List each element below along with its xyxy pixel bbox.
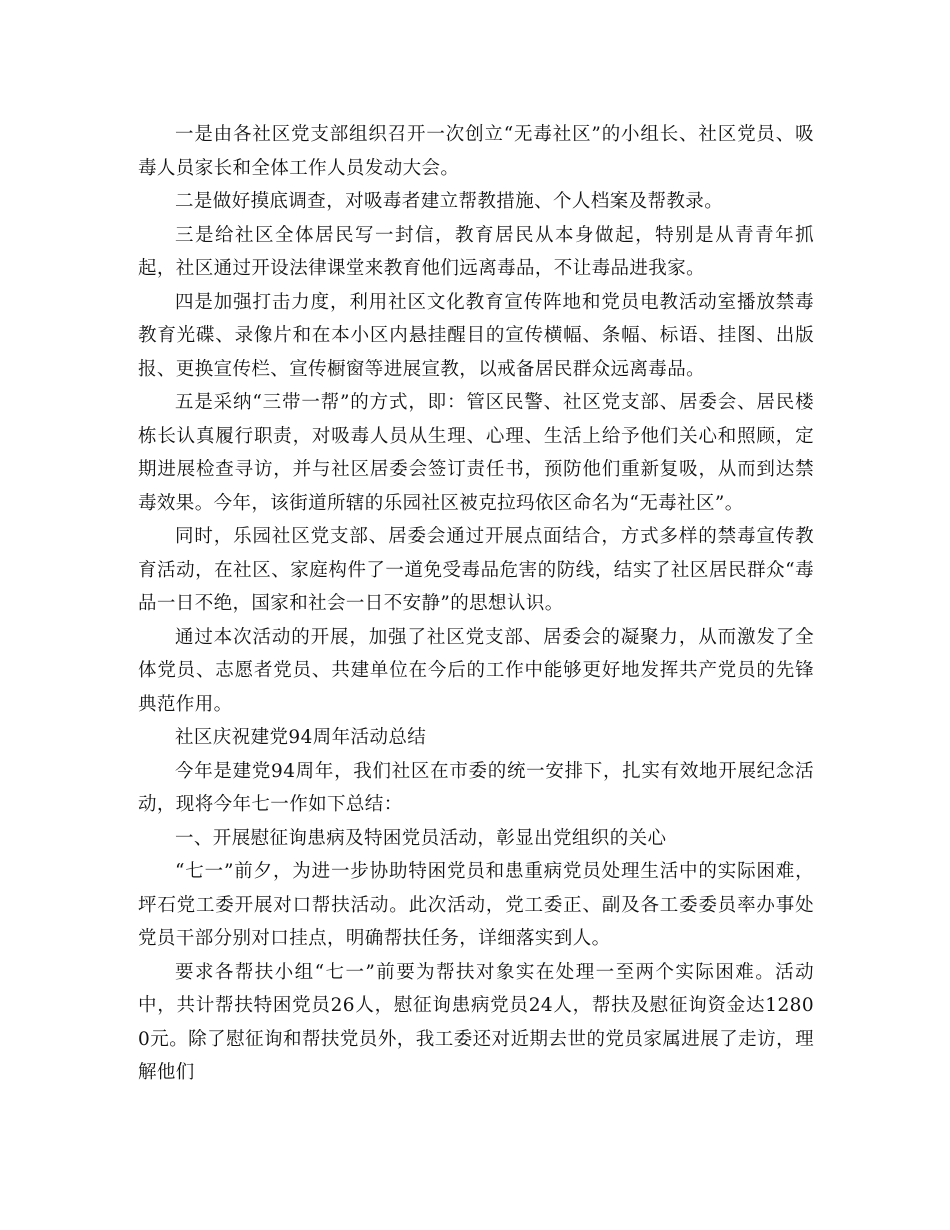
paragraph-publicity-campaign: 四是加强打击力度，利用社区文化教育宣传阵地和党员电教活动室播放禁毒教育光碟、录像片和在本小区内悬挂醒目的宣传横幅、条幅、标语、挂图、出版报、更换宣传栏、宣传橱窗等进展宣教，以戒备居民群众远离毒品。 <box>138 291 814 380</box>
paragraph-community-defense-line: 同时，乐园社区党支部、居委会通过开展点面结合，方式多样的禁毒宣传教育活动，在社区、家庭构件了一道免受毒品危害的防线，结实了社区居民群众“毒品一日不绝，国家和社会一日不安静”的思想认识。 <box>138 526 814 614</box>
paragraph-activity-outcome: 通过本次活动的开展，加强了社区党支部、居委会的凝聚力，从而激发了全体党员、志愿者党员、共建单位在今后的工作中能够更好地发挥共产党员的先锋典范作用。 <box>138 626 814 715</box>
document-body <box>138 118 814 1090</box>
paragraph-anti-drug-mobilization: 一是由各社区党支部组织召开一次创立“无毒社区”的小组长、社区党员、吸毒人员家长和全体工作人员发动大会。 <box>138 124 814 179</box>
paragraph-survey-archives: 二是做好摸底调查，对吸毒者建立帮教措施、个人档案及帮教录。 <box>175 191 724 212</box>
paragraph-assistance-statistics: 要求各帮扶小组“七一”前要为帮扶对象实在处理一至两个实际困难。活动中，共计帮扶特困党员26人，慰征询患病党员24人，帮扶及慰征询资金达12800元。除了慰征询和帮扶党员外，我工委还对近期去世的党员家属进展了走访，理解他们 <box>138 961 814 1083</box>
subheading-visiting-members: 一、开展慰征询患病及特困党员活动，彰显出党组织的关心 <box>175 827 667 849</box>
paragraph-anniversary-intro: 今年是建党94周年，我们社区在市委的统一安排下，扎实有效地开展纪念活动，现将今年七一作如下总结： <box>138 760 814 815</box>
paragraph-letter-to-residents: 三是给社区全体居民写一封信，教育居民从本身做起，特别是从青青年抓起，社区通过开设法律课堂来教育他们远离毒品，不让毒品进我家。 <box>138 224 814 279</box>
paragraph-three-help-one: 五是采纳“三带一帮”的方式，即：管区民警、社区党支部、居委会、居民楼栋长认真履行职责，对吸毒人员从生理、心理、生活上给予他们关心和照顾，定期进展检查寻访，并与社区居委会签订责任书，预防他们重新复吸，从而到达禁毒效果。今年，该街道所辖的乐园社区被克拉玛依区命名为“无毒社区”。 <box>138 392 814 514</box>
section-title-party-anniversary: 社区庆祝建党94周年活动总结 <box>175 727 427 748</box>
paragraph-july-first-assistance: “七一”前夕，为进一步协助特困党员和患重病党员处理生活中的实际困难，坪石党工委开展对口帮扶活动。此次活动，党工委正、副及各工委委员率办事处党员干部分别对口挂点，明确帮扶任务，详细落实到人。 <box>138 861 814 949</box>
